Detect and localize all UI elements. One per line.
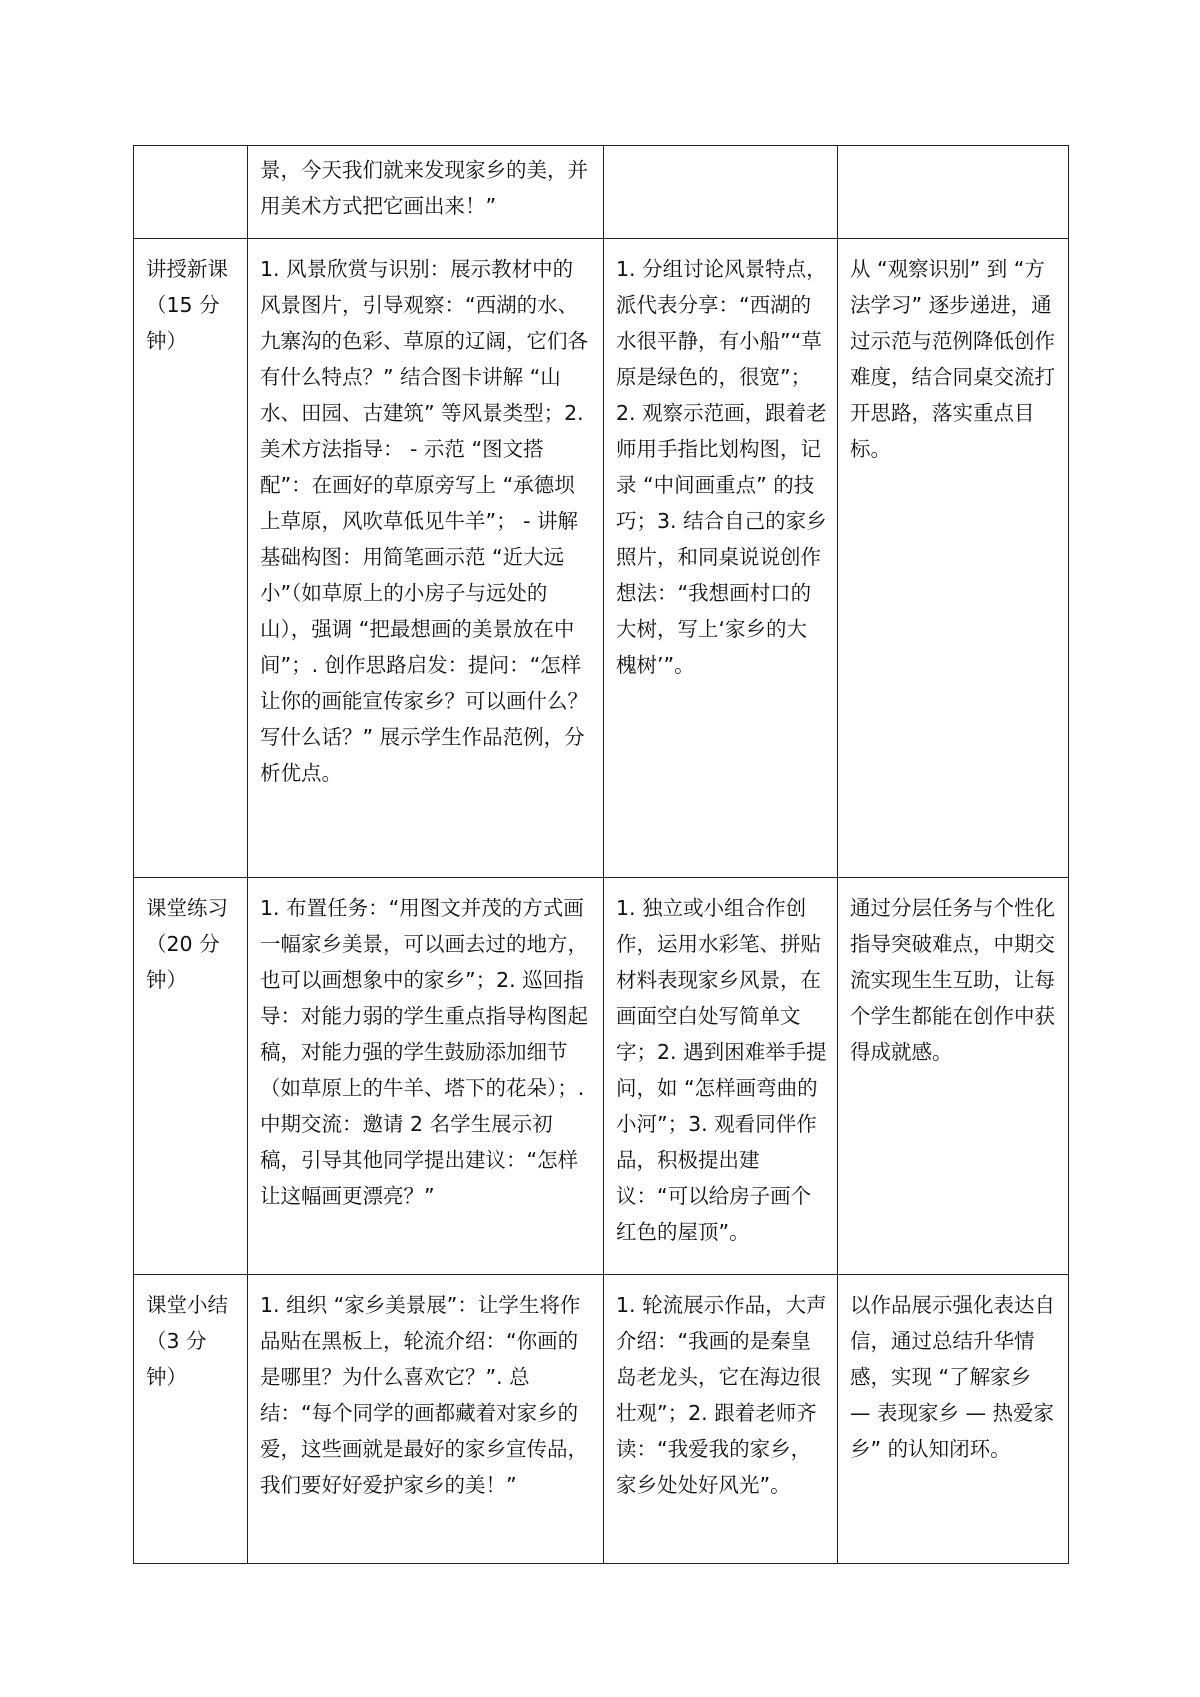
design-intent-cell: 通过分层任务与个性化指导突破难点，中期交流实现生生互助，让每个学生都能在创作中获得成就感。 [838, 878, 1069, 1275]
stage-label: 课堂练习（20 分钟） [146, 896, 228, 992]
stage-cell [134, 146, 248, 239]
design-intent-cell: 以作品展示强化表达自信，通过总结升华情感，实现 “了解家乡 — 表现家乡 — 热爱家乡” 的认知闭环。 [838, 1275, 1069, 1564]
teacher-activity-cell: 1. 布置任务：“用图文并茂的方式画一幅家乡美景，可以画去过的地方，也可以画想象中的家乡”；2. 巡回指导：对能力弱的学生重点指导构图起稿，对能力强的学生鼓励添加细节（如草原上的牛羊、塔下的花朵）；. 中期交流：邀请 2 名学生展示初稿，引导其他同学提出建议：“怎样让这幅画更漂亮？” [248, 878, 604, 1275]
stage-cell [134, 1275, 248, 1564]
stage-cell [134, 239, 248, 878]
table-row [134, 239, 1069, 878]
student-activity-cell: 1. 轮流展示作品，大声介绍：“我画的是秦皇岛老龙头，它在海边很壮观”；2. 跟着老师齐读：“我爱我的家乡，家乡处处好风光”。 [604, 1275, 838, 1564]
stage-label: 课堂小结（3 分钟） [146, 1293, 228, 1389]
design-intent-cell: 从 “观察识别” 到 “方法学习” 逐步递进，通过示范与范例降低创作难度，结合同桌交流打开思路，落实重点目标。 [838, 239, 1069, 878]
design-intent-cell [838, 146, 1069, 239]
stage-cell [134, 878, 248, 1275]
student-activity-cell: 1. 分组讨论风景特点，派代表分享：“西湖的水很平静，有小船”“草原是绿色的，很宽”；2. 观察示范画，跟着老师用手指比划构图，记录 “中间画重点” 的技巧；3. 结合自己的家乡照片，和同桌说说创作想法：“我想画村口的大树，写上‘家乡的大槐树’”。 [604, 239, 838, 878]
table-row [134, 146, 1069, 239]
stage-label: 讲授新课（15 分钟） [146, 257, 228, 353]
student-activity-cell: 1. 独立或小组合作创作，运用水彩笔、拼贴材料表现家乡风景，在画面空白处写简单文字；2. 遇到困难举手提问，如 “怎样画弯曲的小河”；3. 观看同伴作品，积极提出建议：“可以给房子画个红色的屋顶”。 [604, 878, 838, 1275]
teacher-activity-cell: 1. 风景欣赏与识别：展示教材中的风景图片，引导观察：“西湖的水、九寨沟的色彩、草原的辽阔，它们各有什么特点？” 结合图卡讲解 “山水、田园、古建筑” 等风景类型；2. 美术方法指导： - 示范 “图文搭配”：在画好的草原旁写上 “承德坝上草原，风吹草低见牛羊”； - 讲解基础构图：用简笔画示范 “近大远小”（如草原上的小房子与远处的山），强调 “把最想画的美景放在中间”；. 创作思路启发：提问：“怎样让你的画能宣传家乡？可以画什么？写什么话？” 展示学生作品范例，分析优点。 [248, 239, 604, 878]
table-row [134, 878, 1069, 1275]
teacher-activity-cell: 1. 组织 “家乡美景展”：让学生将作品贴在黑板上，轮流介绍：“你画的是哪里？为什么喜欢它？”. 总结：“每个同学的画都藏着对家乡的爱，这些画就是最好的家乡宣传品，我们要好好爱护家乡的美！” [248, 1275, 604, 1564]
table-row [134, 1275, 1069, 1564]
lesson-plan-table [133, 145, 1069, 1564]
teacher-activity-cell: 景，今天我们就来发现家乡的美，并用美术方式把它画出来！” [248, 146, 604, 239]
student-activity-cell [604, 146, 838, 239]
